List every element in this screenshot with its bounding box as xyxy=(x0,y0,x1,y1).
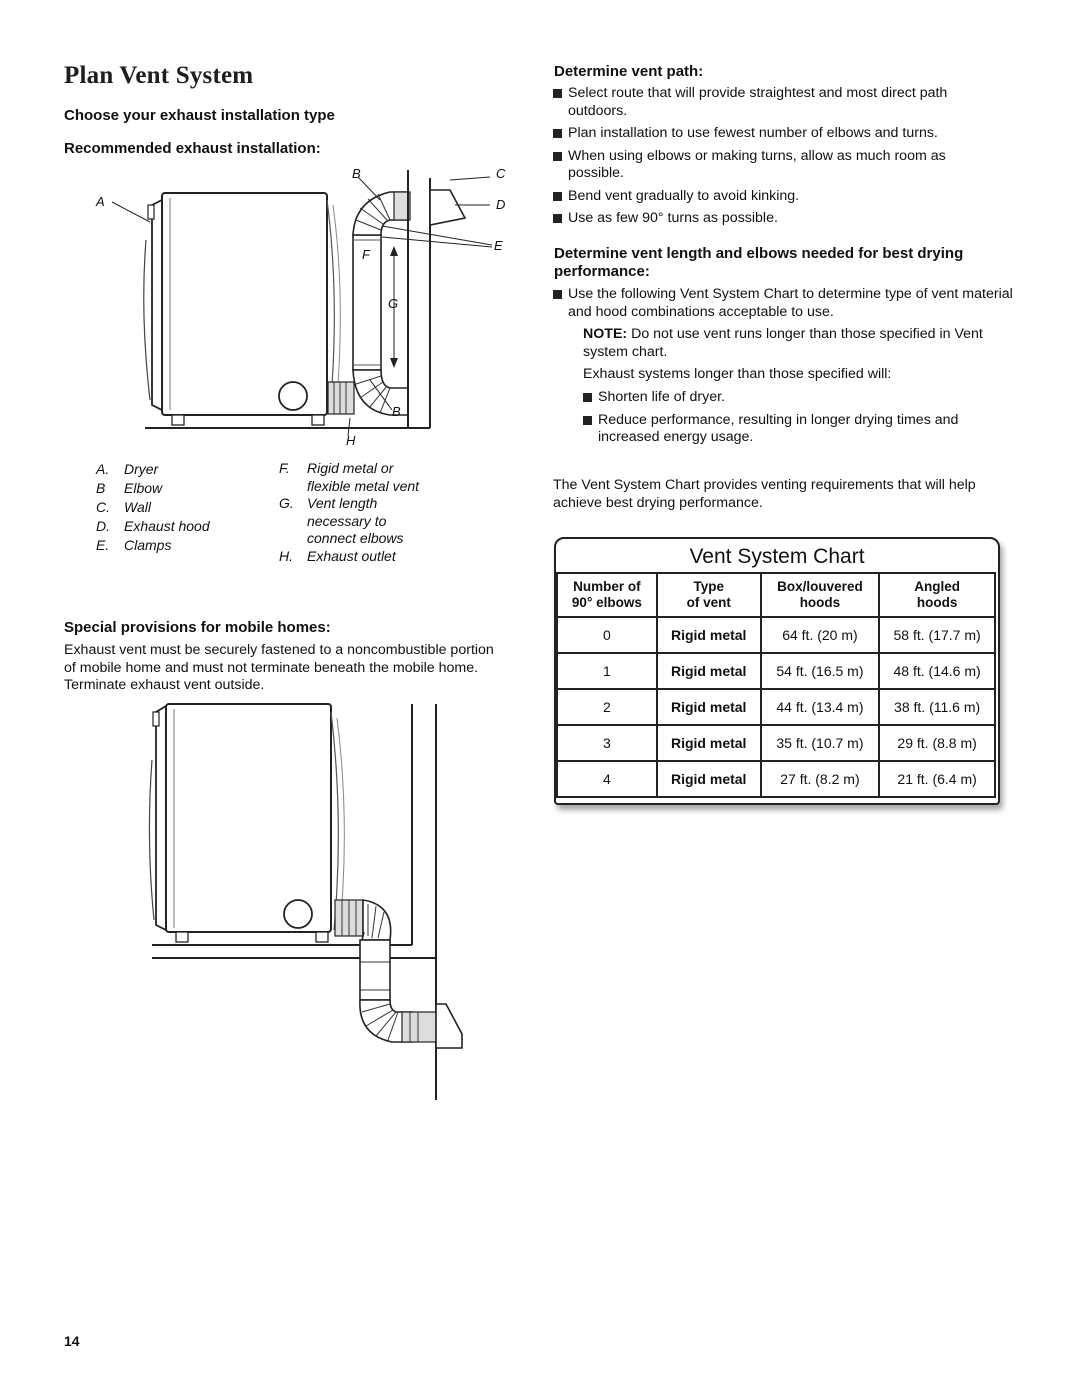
legend-item: F. Rigid metal or xyxy=(279,460,394,476)
cell-angled: 29 ft. (8.8 m) xyxy=(879,725,995,761)
legend-col-2 xyxy=(279,460,419,565)
page-title: Plan Vent System xyxy=(64,62,254,89)
col-header: Type of vent xyxy=(657,573,761,617)
cell-type: Rigid metal xyxy=(657,761,761,797)
cell-elbows: 3 xyxy=(557,725,657,761)
col-header: Box/louvered hoods xyxy=(761,573,880,617)
cell-angled: 21 ft. (6.4 m) xyxy=(879,761,995,797)
list-item: Bend vent gradually to avoid kinking. xyxy=(553,188,993,206)
cell-angled: 58 ft. (17.7 m) xyxy=(879,617,995,653)
legend-item: G. Vent length xyxy=(279,495,378,511)
note-label: NOTE: xyxy=(583,326,628,342)
cell-type: Rigid metal xyxy=(657,617,761,653)
label-d: D xyxy=(496,197,506,212)
table-row xyxy=(557,617,995,653)
note xyxy=(583,326,993,361)
table-row xyxy=(557,653,995,689)
vent-system-chart xyxy=(554,537,1000,805)
list-item: Reduce performance, resulting in longer drying times and increased energy usage. xyxy=(583,412,993,447)
vent-length-list xyxy=(553,286,1013,326)
vent-chart-table xyxy=(556,572,996,798)
cell-type: Rigid metal xyxy=(657,725,761,761)
cell-type: Rigid metal xyxy=(657,689,761,725)
legend-item: necessary to xyxy=(307,512,387,529)
cell-type: Rigid metal xyxy=(657,653,761,689)
cell-box: 64 ft. (20 m) xyxy=(761,617,880,653)
legend-item: B Elbow xyxy=(96,480,163,496)
list-item: Use the following Vent System Chart to determine type of vent material and hood combinations acceptable to use. xyxy=(553,286,1013,321)
chart-intro: The Vent System Chart provides venting requirements that will help achieve best drying performance. xyxy=(553,477,976,511)
mobile-heading: Special provisions for mobile homes: xyxy=(64,619,331,636)
legend-item: C. Wall xyxy=(96,499,151,515)
cell-box: 44 ft. (13.4 m) xyxy=(761,689,880,725)
cell-box: 27 ft. (8.2 m) xyxy=(761,761,880,797)
legend-item: D. Exhaust hood xyxy=(96,518,210,534)
legend-item: connect elbows xyxy=(307,530,404,546)
install-type-heading: Choose your exhaust installation type xyxy=(64,107,335,124)
label-h: H xyxy=(346,433,356,448)
mobile-home-diagram xyxy=(140,700,480,1100)
cell-box: 54 ft. (16.5 m) xyxy=(761,653,880,689)
label-c: C xyxy=(496,166,506,181)
cell-elbows: 4 xyxy=(557,761,657,797)
cell-elbows: 0 xyxy=(557,617,657,653)
cell-elbows: 2 xyxy=(557,689,657,725)
cell-elbows: 1 xyxy=(557,653,657,689)
cell-angled: 38 ft. (11.6 m) xyxy=(879,689,995,725)
list-item: Select route that will provide straightest and most direct path outdoors. xyxy=(553,85,993,120)
exhaust-sub-list xyxy=(583,389,993,452)
vent-length-heading: Determine vent length and elbows needed for best drying performance: xyxy=(554,245,964,280)
list-item: Shorten life of dryer. xyxy=(583,389,993,407)
legend-item: H. Exhaust outlet xyxy=(279,547,396,564)
label-a: A xyxy=(96,194,105,209)
list-item: When using elbows or making turns, allow as much room as possible. xyxy=(553,148,993,183)
legend-col-1 xyxy=(96,460,210,555)
label-b-bottom: B xyxy=(392,404,401,419)
table-row xyxy=(557,761,995,797)
table-row xyxy=(557,725,995,761)
label-e: E xyxy=(494,238,503,253)
legend-item: flexible metal vent xyxy=(307,477,420,494)
legend-item: A. Dryer xyxy=(96,461,159,477)
recommended-install-diagram xyxy=(90,160,510,450)
label-b-top: B xyxy=(352,166,361,181)
col-header: Number of 90° elbows xyxy=(557,573,657,617)
cell-box: 35 ft. (10.7 m) xyxy=(761,725,880,761)
note-text: Do not use vent runs longer than those specified in Vent system chart. xyxy=(583,326,983,360)
list-item: Use as few 90° turns as possible. xyxy=(553,210,993,228)
recommended-heading: Recommended exhaust installation: xyxy=(64,140,321,157)
vent-path-list xyxy=(553,85,993,233)
cell-angled: 48 ft. (14.6 m) xyxy=(879,653,995,689)
chart-title: Vent System Chart xyxy=(689,545,865,568)
legend-item: E. Clamps xyxy=(96,537,172,553)
mobile-text: Exhaust vent must be securely fastened to a noncombustible portion of mobile home and must not terminate beneath the mobile home. Terminate exhaust vent outside. xyxy=(64,642,494,693)
table-row xyxy=(557,689,995,725)
label-f: F xyxy=(362,247,370,262)
table-header-row xyxy=(557,573,995,617)
exhaust-text: Exhaust systems longer than those specified will: xyxy=(583,366,892,382)
label-g: G xyxy=(388,296,399,311)
list-item: Plan installation to use fewest number of elbows and turns. xyxy=(553,125,993,143)
page-number: 14 xyxy=(64,1333,80,1349)
vent-path-heading: Determine vent path: xyxy=(554,63,704,80)
col-header: Angled hoods xyxy=(879,573,995,617)
